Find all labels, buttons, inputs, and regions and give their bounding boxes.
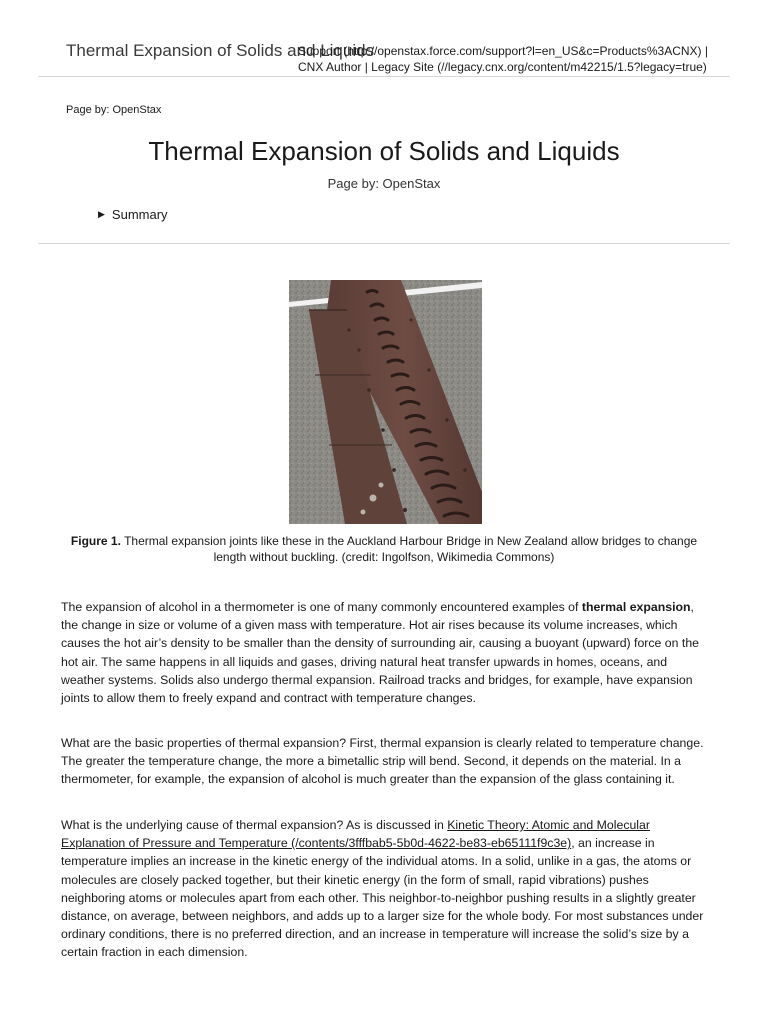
paragraph-2: What are the basic properties of thermal expansion? First, thermal expansion is clearly related to temperature change. The greater the temperature change, the more a bimetallic strip will bend. Second, it depends on the material. In a thermometer, for example, the expansion of alcohol is much greater than the expansion of the glass containing it. xyxy=(61,736,704,787)
term-thermal-expansion: thermal expansion xyxy=(581,600,691,614)
triangle-right-icon: ▶ xyxy=(98,209,105,219)
page-by-attribution: Page by: OpenStax xyxy=(66,104,162,116)
section-divider xyxy=(38,243,730,244)
figure-caption xyxy=(70,533,698,565)
cnx-author-legacy-link[interactable]: CNX Author | Legacy Site (//legacy.cnx.org/content/m42215/1.5?legacy=true) xyxy=(298,60,707,74)
page-title: Thermal Expansion of Solids and Liquids xyxy=(148,136,620,166)
header-title: Thermal Expansion of Solids and Liquids xyxy=(66,41,375,60)
paragraph-3 xyxy=(61,816,713,962)
figure-label: Figure 1. xyxy=(70,534,121,548)
paragraph-1-text-b: , the change in size or volume of a given mass with temperature. Hot air rises because its volume increases, which causes the hot air’s density to be smaller than the density of surrounding air, causing a buoyant (upward) force on the hot air. The same happens in all liquids and gases, driving natural heat transfer upwards in homes, oceans, and weather systems. Solids also undergo thermal expansion. Railroad tracks and bridges, for example, have expansion joints to allow them to freely expand and contract with temperature changes. xyxy=(61,600,699,706)
summary-label: Summary xyxy=(111,207,168,222)
summary-toggle[interactable] xyxy=(98,207,168,222)
expansion-joint-photo xyxy=(289,280,482,524)
figure-caption-text: Thermal expansion joints like these in the Auckland Harbour Bridge in New Zealand allow bridges to change length without buckling. (credit: Ingolfson, Wikimedia Commons) xyxy=(124,534,698,564)
paragraph-1 xyxy=(61,598,713,707)
paragraph-3-text-b: , an increase in temperature implies an increase in the kinetic energy of the individual atoms. In a solid, unlike in a gas, the atoms or molecules are closely packed together, but their kinetic energy (in the form of small, rapid vibrations) pushes neighboring atoms or molecules apart from each other. This neighbor-to-neighbor pushing results in a slightly greater distance, on average, between neighbors, and adds up to a larger size for the whole body. For most substances under ordinary conditions, there is no preferred direction, and an increase in temperature will increase the solid’s size by a certain fraction in each dimension. xyxy=(61,836,704,960)
page-by-subtitle: Page by: OpenStax xyxy=(327,176,441,191)
kinetic-theory-link[interactable]: Kinetic Theory: Atomic and Molecular Explanation of Pressure and Temperature (/contents/3fffbab5-5b0d-4622-be83-eb65111f9c3e) xyxy=(61,818,650,851)
paragraph-1-text-a: The expansion of alcohol in a thermometer is one of many commonly encountered examples of xyxy=(61,600,582,614)
paragraph-3-text-a: What is the underlying cause of thermal expansion? As is discussed in xyxy=(61,818,448,832)
header-divider xyxy=(38,76,730,77)
support-link[interactable]: Support (http://openstax.force.com/support?l=en_US&c=Products%3ACNX) | xyxy=(298,44,708,58)
